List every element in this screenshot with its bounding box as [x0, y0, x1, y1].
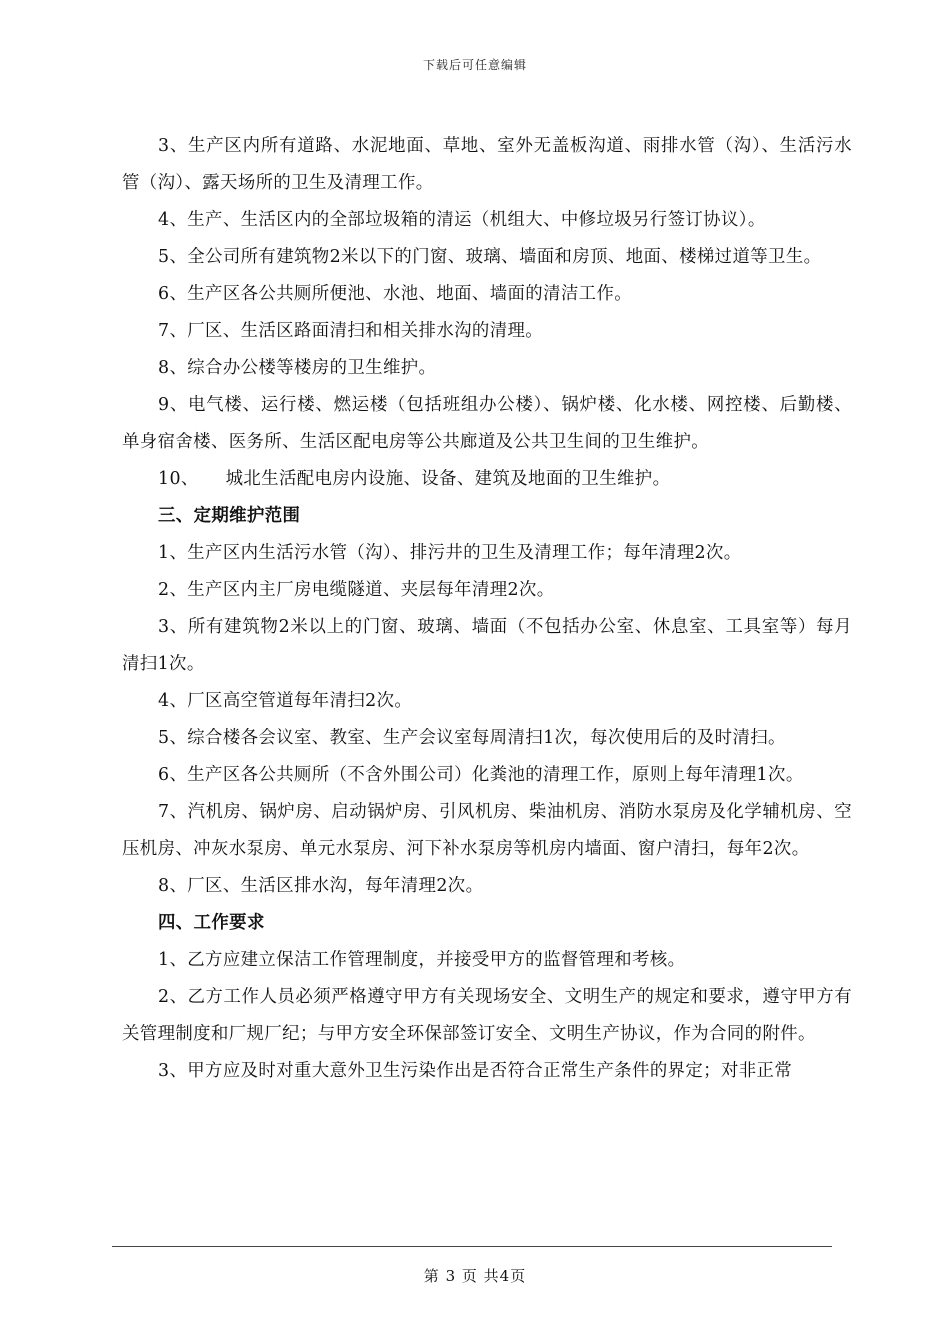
paragraph: 2、乙方工作人员必须严格遵守甲方有关现场安全、文明生产的规定和要求，遵守甲方有关管理制度和厂规厂纪；与甲方安全环保部签订安全、文明生产协议，作为合同的附件。 [122, 987, 852, 1044]
paragraph: 2、生产区内主厂房电缆隧道、夹层每年清理2次。 [158, 580, 555, 600]
document-body [122, 128, 852, 1090]
paragraph: 5、综合楼各会议室、教室、生产会议室每周清扫1次，每次使用后的及时清扫。 [158, 728, 786, 748]
paragraph: 1、生产区内生活污水管（沟）、排污井的卫生及清理工作；每年清理2次。 [158, 543, 742, 563]
paragraph: 5、全公司所有建筑物2米以下的门窗、玻璃、墙面和房顶、地面、楼梯过道等卫生。 [158, 247, 822, 267]
paragraph: 6、生产区各公共厕所（不含外围公司）化粪池的清理工作，原则上每年清理1次。 [158, 765, 804, 785]
paragraph: 10、 城北生活配电房内设施、设备、建筑及地面的卫生维护。 [158, 469, 671, 489]
paragraph: 8、厂区、生活区排水沟，每年清理2次。 [158, 876, 484, 896]
paragraph: 7、汽机房、锅炉房、启动锅炉房、引风机房、柴油机房、消防水泵房及化学辅机房、空压机房、冲灰水泵房、单元水泵房、河下补水泵房等机房内墙面、窗户清扫，每年2次。 [122, 802, 852, 859]
footer-divider [112, 1246, 832, 1247]
page-footer: 第 3 页 共4页 [423, 1267, 527, 1285]
paragraph: 6、生产区各公共厕所便池、水池、地面、墙面的清洁工作。 [158, 284, 633, 304]
paragraph: 4、厂区高空管道每年清扫2次。 [158, 691, 413, 711]
paragraph: 4、生产、生活区内的全部垃圾箱的清运（机组大、中修垃圾另行签订协议）。 [158, 210, 766, 230]
paragraph: 3、所有建筑物2米以上的门窗、玻璃、墙面（不包括办公室、休息室、工具室等）每月清扫1次。 [122, 617, 852, 674]
paragraph: 9、电气楼、运行楼、燃运楼（包括班组办公楼）、锅炉楼、化水楼、网控楼、后勤楼、单身宿舍楼、医务所、生活区配电房等公共廊道及公共卫生间的卫生维护。 [122, 395, 852, 452]
paragraph: 3、甲方应及时对重大意外卫生污染作出是否符合正常生产条件的界定；对非正常 [158, 1061, 793, 1081]
paragraph: 8、综合办公楼等楼房的卫生维护。 [158, 358, 437, 378]
paragraph: 3、生产区内所有道路、水泥地面、草地、室外无盖板沟道、雨排水管（沟）、生活污水管（沟）、露天场所的卫生及清理工作。 [122, 136, 852, 193]
paragraph: 7、厂区、生活区路面清扫和相关排水沟的清理。 [158, 321, 544, 341]
page-header: 下载后可任意编辑 [422, 58, 527, 72]
section-heading: 四、工作要求 [158, 913, 265, 933]
paragraph: 1、乙方应建立保洁工作管理制度，并接受甲方的监督管理和考核。 [158, 950, 686, 970]
section-heading: 三、定期维护范围 [158, 506, 301, 526]
